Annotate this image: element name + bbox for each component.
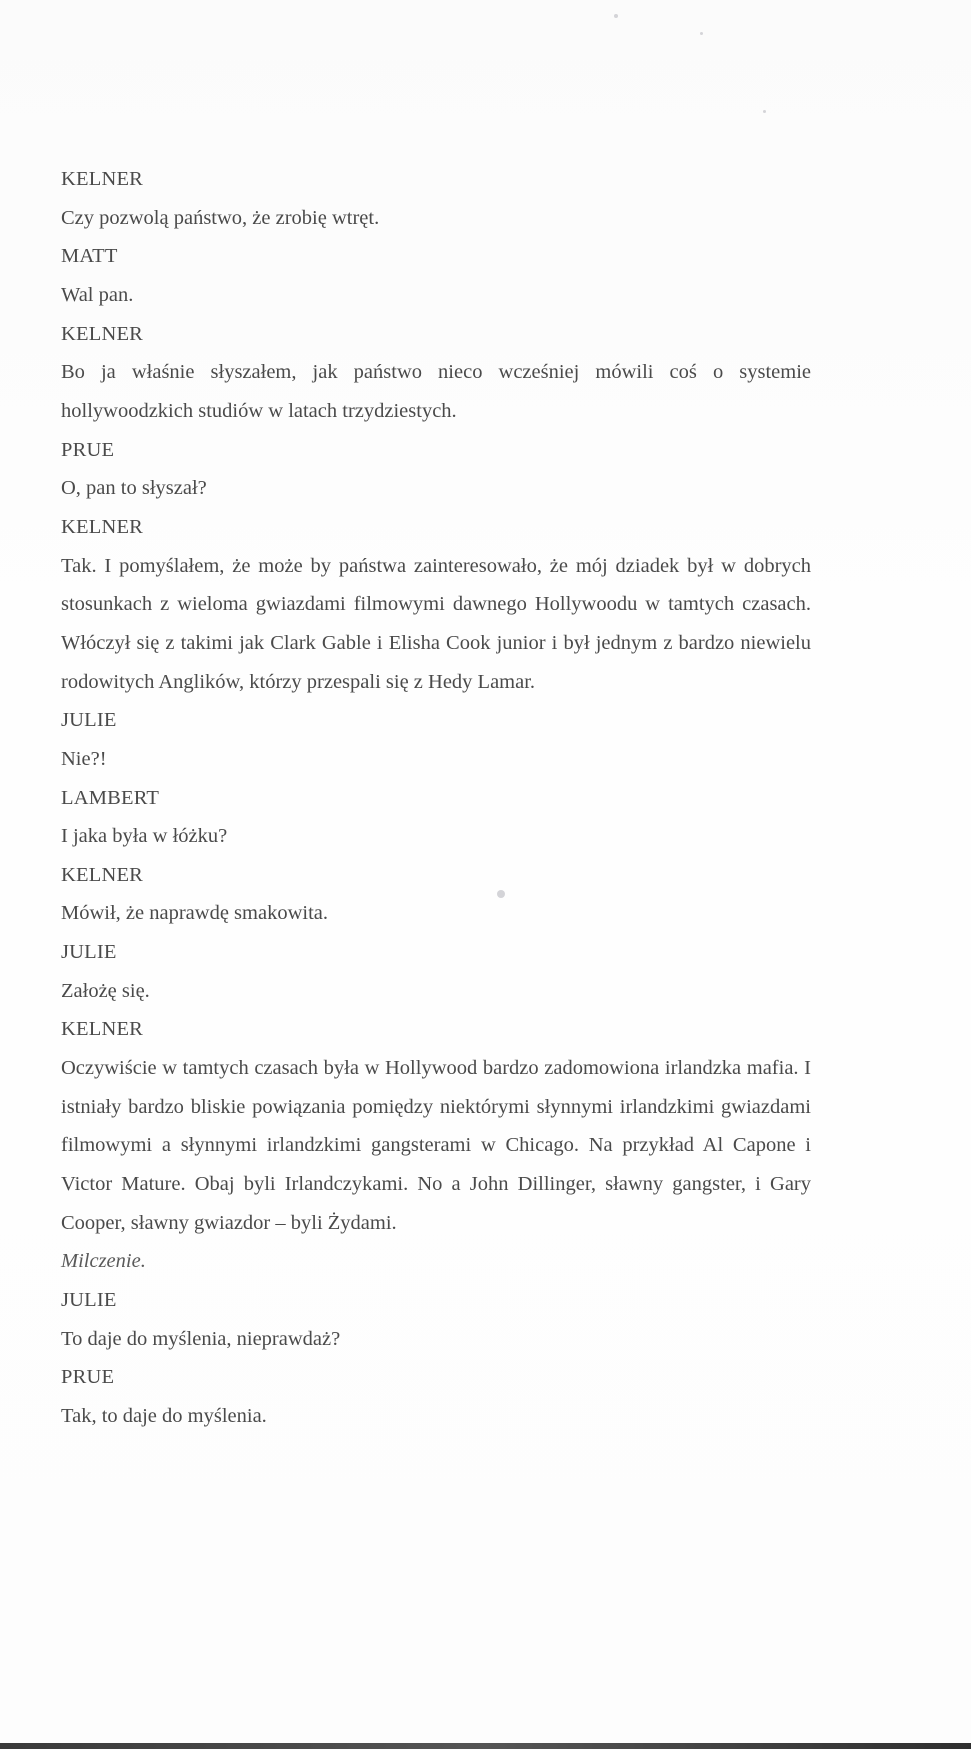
speaker-name: KELNER — [61, 515, 144, 538]
dialogue-line: O, pan to słyszał? — [61, 477, 207, 500]
speaker-name: KELNER — [61, 322, 144, 345]
dialogue-line: Nie?! — [61, 747, 107, 770]
speaker-name: JULIE — [61, 1289, 117, 1312]
dialogue-line: Tak, to daje do myślenia. — [61, 1405, 267, 1427]
dialogue-line: Wal pan. — [61, 283, 134, 306]
dialogue-line: Założę się. — [61, 979, 150, 1002]
speaker-name: KELNER — [61, 1018, 144, 1041]
dialogue-line: Czy pozwolą państwo, że zrobię wtręt. — [61, 206, 380, 229]
dialogue-line: Tak. I pomyślałem, że może by państwa zainteresowało, że mój dziadek był w dobrych stosunkach z wieloma gwiazdami filmowymi dawnego Hollywoodu w tamtych czasach. Włóczył się z takimi jak Clark Gable i Elisha Cook junior i był jednym z bardzo niewielu rodowitych Anglików, którzy przespali się z Hedy Lamar. — [61, 554, 811, 693]
scan-speck — [763, 110, 766, 113]
dialogue-line: Mówił, że naprawdę smakowita. — [61, 902, 328, 925]
speaker-name: KELNER — [61, 168, 144, 190]
speaker-name: JULIE — [61, 709, 117, 732]
scan-speck — [614, 14, 618, 18]
stage-direction: Milczenie. — [61, 1250, 146, 1273]
play-script — [61, 160, 811, 1436]
scan-bottom-edge — [0, 1743, 971, 1749]
speaker-name: LAMBERT — [61, 786, 160, 809]
dialogue-line: To daje do myślenia, nieprawdaż? — [61, 1327, 341, 1350]
speaker-name: JULIE — [61, 941, 117, 964]
speaker-name: MATT — [61, 245, 118, 268]
scan-speck — [700, 32, 703, 35]
speaker-name: PRUE — [61, 438, 115, 461]
speaker-name: KELNER — [61, 863, 144, 886]
dialogue-line: I jaka była w łóżku? — [61, 825, 228, 848]
speaker-name: PRUE — [61, 1366, 115, 1389]
dialogue-line: Oczywiście w tamtych czasach była w Hollywood bardzo zadomowiona irlandzka mafia. I istniały bardzo bliskie powiązania pomiędzy niektórymi słynnymi irlandzkimi gwiazdami filmowymi a słynnymi irlandzkimi gangsterami w Chicago. Na przykład Al Capone i Victor Mature. Obaj byli Irlandczykami. No a John Dillinger, sławny gangster, i Gary Cooper, sławny gwiazdor – byli Żydami. — [61, 1057, 811, 1234]
dialogue-line: Bo ja właśnie słyszałem, jak państwo nieco wcześniej mówili coś o systemie hollywoodzkich studiów w latach trzydziestych. — [61, 361, 811, 422]
